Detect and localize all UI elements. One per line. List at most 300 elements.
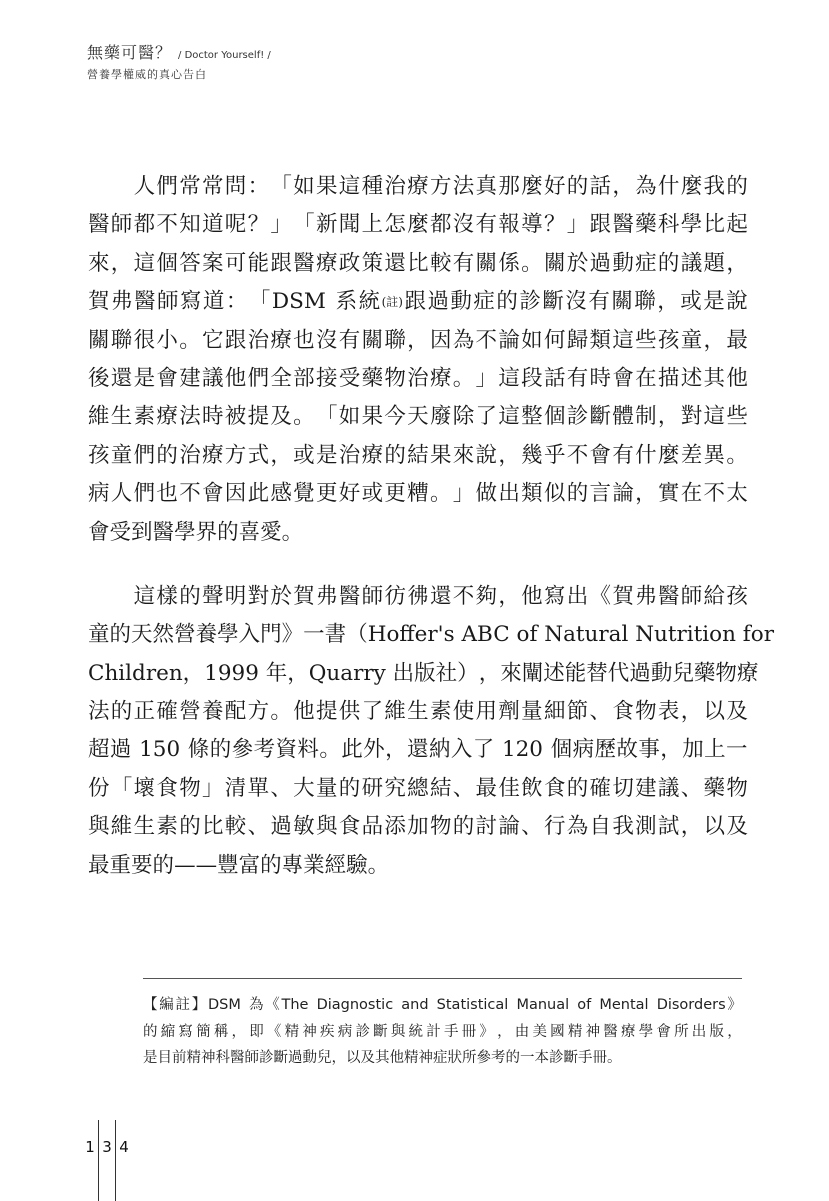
text-glyph: 即 [249, 1023, 264, 1040]
text-glyph: 在 [680, 481, 703, 507]
text-glyph: 對 [680, 404, 703, 430]
text-glyph: 120 [501, 737, 543, 763]
text-glyph [736, 616, 743, 654]
text-glyph: 不 [156, 212, 178, 238]
text-glyph: 的 [209, 737, 232, 763]
text-glyph: — [174, 852, 196, 878]
text-glyph: ， [331, 1050, 346, 1066]
text-glyph: 狀 [447, 1050, 462, 1066]
text-glyph: 素 [156, 814, 178, 840]
text-glyph [111, 578, 133, 616]
text-glyph: 劑 [498, 699, 520, 725]
text-glyph: 他 [521, 583, 543, 609]
text-glyph: 明 [224, 583, 247, 609]
text-glyph: 了 [475, 404, 498, 430]
text-glyph [510, 992, 515, 1019]
text-glyph: 最 [88, 852, 110, 878]
text-glyph: ， [498, 442, 520, 468]
text-glyph: 生 [110, 404, 133, 430]
text-glyph: 症 [635, 250, 657, 276]
text-glyph: 策 [361, 250, 384, 276]
text-glyph: 疾 [320, 1023, 335, 1040]
text-glyph: 「 [110, 775, 133, 801]
paragraph-1 [88, 168, 748, 552]
text-glyph: 》 [281, 622, 304, 648]
text-glyph: 會 [156, 365, 178, 391]
text-glyph: 物 [726, 775, 748, 801]
text-glyph: 起 [726, 212, 748, 238]
text-glyph: 細 [543, 699, 566, 725]
text-glyph [88, 578, 110, 616]
text-glyph: 供 [338, 699, 361, 725]
footnote-rule [143, 978, 742, 979]
text-glyph: 那 [498, 174, 520, 199]
text-glyph: ： [247, 174, 270, 199]
text-glyph: 」 [475, 365, 498, 391]
text-glyph: ， [660, 737, 682, 763]
text-glyph: 後 [88, 365, 110, 391]
text-glyph: 時 [201, 404, 224, 430]
text-glyph: and [401, 997, 429, 1013]
text-line [88, 770, 748, 808]
text-glyph: 冊 [461, 1023, 477, 1040]
text-glyph: 單 [247, 775, 270, 801]
text-glyph: 所 [674, 1023, 689, 1040]
text-glyph: 們 [247, 365, 270, 391]
text-glyph: Children [88, 660, 183, 686]
text-glyph: 一 [303, 622, 325, 648]
text-glyph: 這 [703, 404, 726, 430]
text-glyph: 答 [179, 250, 201, 276]
text-glyph [537, 616, 544, 654]
text-glyph: 研 [361, 775, 384, 801]
text-glyph: 、 [247, 814, 270, 840]
text-glyph: 及 [360, 1050, 375, 1066]
text-glyph: 個 [550, 737, 573, 763]
text-glyph: 受 [109, 519, 132, 545]
text-glyph: 代 [607, 660, 630, 686]
text-glyph: ， [726, 250, 748, 276]
text-glyph: 跟 [224, 327, 247, 353]
text-glyph: 由 [514, 1023, 530, 1040]
text-glyph: 驗 [346, 852, 368, 878]
text-glyph: 醫 [88, 212, 110, 238]
text-glyph: 法 [452, 174, 475, 199]
text-glyph: 學 [174, 519, 196, 545]
text-glyph: 了 [472, 737, 495, 763]
text-glyph: 知 [179, 212, 201, 238]
text-glyph: 受 [338, 365, 361, 391]
text-glyph: 跟 [404, 289, 426, 315]
text-glyph: 如 [521, 327, 543, 353]
text-glyph: 話 [589, 174, 612, 199]
text-glyph: 過 [270, 814, 292, 840]
text-glyph: 導 [521, 212, 543, 238]
text-glyph: 們 [133, 481, 156, 507]
text-glyph: 接 [315, 365, 338, 391]
text-glyph: 有 [612, 442, 634, 468]
text-glyph: 及 [726, 699, 748, 725]
text-glyph: 最 [726, 327, 748, 353]
text-glyph: 版 [414, 660, 436, 686]
text-glyph: 的 [566, 481, 589, 507]
text-glyph: 跟 [270, 250, 292, 276]
text-glyph: 藥 [361, 365, 384, 391]
text-glyph: 做 [475, 481, 498, 507]
text-glyph: 麼 [407, 212, 429, 238]
text-glyph: 故 [616, 737, 638, 763]
text-glyph: 寫 [543, 583, 566, 609]
text-glyph: 建 [635, 775, 657, 801]
text-glyph: 佳 [498, 775, 520, 801]
text-glyph: 的 [217, 519, 239, 545]
text-glyph: 總 [407, 775, 429, 801]
text-glyph: 較 [224, 814, 247, 840]
text-glyph: 的 [338, 775, 361, 801]
text-glyph: 如 [293, 174, 315, 199]
text-glyph: 病 [88, 481, 110, 507]
text-glyph: 入 [450, 737, 473, 763]
text-glyph: 150 [139, 737, 181, 763]
text-glyph: 維 [110, 814, 133, 840]
text-glyph: 寫 [179, 289, 202, 315]
text-glyph: 因 [224, 481, 247, 507]
text-glyph: 節 [566, 699, 589, 725]
text-glyph [310, 992, 315, 1019]
text-glyph: 統 [408, 1023, 424, 1040]
text-glyph: 然 [152, 622, 175, 648]
book-subtitle-en: / Doctor Yourself! / [178, 50, 271, 61]
text-glyph: 們 [133, 442, 156, 468]
text-glyph: 的 [260, 852, 282, 878]
text-glyph: 制 [635, 404, 657, 430]
text-glyph: Hoffer's [367, 622, 455, 648]
text-glyph: 夠 [475, 583, 498, 609]
text-glyph: 過 [288, 1050, 303, 1066]
text-glyph: 神 [585, 1023, 601, 1040]
paragraph-2 [88, 578, 774, 885]
text-glyph [327, 283, 334, 321]
text-glyph: 似 [543, 481, 566, 507]
text-glyph: ， [497, 1023, 512, 1040]
text-glyph: 的 [156, 442, 178, 468]
text-glyph: 敏 [293, 814, 315, 840]
text-glyph: 藥 [635, 212, 657, 238]
text-glyph: 不 [452, 583, 475, 609]
text-glyph: 及 [726, 814, 748, 840]
footnote-reference: (註) [381, 295, 403, 310]
text-glyph: 事 [638, 737, 660, 763]
text-glyph: 資 [275, 737, 297, 763]
text-glyph: 過 [589, 250, 612, 276]
text-glyph: 可 [224, 250, 247, 276]
text-glyph: 計 [426, 1023, 441, 1040]
text-glyph: 納 [428, 737, 451, 763]
text-glyph: 條 [187, 737, 210, 763]
text-glyph: ， [287, 660, 309, 686]
text-glyph: 他 [224, 365, 247, 391]
text-glyph: Quarry [308, 660, 386, 686]
text-glyph: 天 [131, 622, 153, 648]
text-glyph: 外 [363, 737, 385, 763]
text-glyph: 療 [361, 442, 384, 468]
text-glyph: 述 [680, 365, 703, 391]
text-glyph: 行 [543, 814, 566, 840]
text-glyph: 關 [475, 250, 498, 276]
text-glyph: 麼 [657, 442, 680, 468]
text-glyph: 正 [133, 699, 156, 725]
text-glyph: 編 [159, 997, 174, 1013]
text-glyph: 《 [589, 583, 612, 609]
text-glyph: 、 [589, 699, 612, 725]
text-glyph: ， [727, 1023, 742, 1040]
text-glyph: 自 [589, 814, 612, 840]
text-glyph: 孩 [657, 327, 680, 353]
text-glyph: 療 [620, 1023, 636, 1040]
text-glyph: 註 [175, 997, 190, 1013]
text-glyph: 生 [407, 699, 429, 725]
text-glyph: 聲 [201, 583, 224, 609]
text-glyph: 此 [341, 737, 363, 763]
text-glyph [181, 731, 188, 769]
text-glyph: 參 [231, 737, 254, 763]
text-glyph: 」 [201, 775, 224, 801]
text-glyph: 維 [384, 699, 406, 725]
text-glyph: 。 [726, 442, 748, 468]
text-glyph: 」 [566, 212, 589, 238]
text-line [88, 398, 748, 436]
text-glyph: 以 [703, 814, 726, 840]
text-glyph: 除 [452, 404, 475, 430]
text-glyph: 斷 [589, 404, 612, 430]
text-glyph: 關 [88, 327, 110, 353]
text-glyph: 病 [337, 1023, 353, 1040]
text-glyph: 。 [179, 327, 201, 353]
text-glyph: 出 [498, 481, 520, 507]
text-glyph: ， [703, 327, 726, 353]
text-glyph: 比 [201, 814, 224, 840]
text-glyph [395, 992, 400, 1019]
text-glyph: 美 [532, 1023, 547, 1040]
text-glyph: 精 [186, 1050, 201, 1066]
text-glyph: ， [407, 327, 429, 353]
text-glyph: （ [346, 622, 368, 648]
text-glyph: 方 [247, 699, 270, 725]
text-glyph: 更 [384, 481, 406, 507]
text-glyph: 整 [521, 404, 543, 430]
text-glyph: 出 [566, 583, 589, 609]
text-glyph: ， [680, 699, 703, 725]
text-glyph: 議 [680, 250, 703, 276]
text-glyph: 。 [429, 481, 452, 507]
text-glyph: 一 [726, 737, 748, 763]
text-glyph: 政 [338, 250, 361, 276]
text-glyph: 病 [572, 737, 595, 763]
text-line [88, 245, 748, 283]
text-glyph: 斷 [373, 1023, 388, 1040]
text-glyph [243, 992, 248, 1019]
text-glyph: 的 [179, 583, 201, 609]
text-glyph: 。 [607, 1050, 622, 1066]
text-glyph: 沒 [315, 327, 338, 353]
text-glyph: 科 [657, 212, 680, 238]
text-glyph: 冊 [592, 1050, 607, 1066]
text-glyph: 我 [612, 814, 634, 840]
text-glyph: 療 [736, 660, 759, 686]
text-glyph: 報 [498, 212, 520, 238]
text-glyph: 壞 [133, 775, 156, 801]
text-glyph: 診 [259, 1050, 274, 1066]
text-line [88, 847, 748, 885]
text-glyph: 糟 [407, 481, 429, 507]
text-glyph: 全 [270, 365, 292, 391]
text-glyph: 醫 [152, 519, 175, 545]
text-glyph: 飲 [521, 775, 543, 801]
text-glyph: 。 [270, 699, 292, 725]
text-glyph: 真 [475, 174, 498, 199]
text-glyph: 幾 [521, 442, 543, 468]
text-glyph: 他 [293, 699, 315, 725]
text-glyph: 營 [174, 622, 196, 648]
text-glyph: 實 [657, 481, 680, 507]
text-glyph: 到 [131, 519, 153, 545]
text-glyph [495, 731, 502, 769]
text-glyph: 怎 [384, 212, 406, 238]
text-glyph: 的 [566, 775, 589, 801]
text-glyph: 不 [475, 327, 498, 353]
text-glyph: 。 [281, 519, 304, 545]
text-glyph: 究 [384, 775, 406, 801]
text-glyph: 的 [505, 1050, 520, 1066]
text-glyph: 常 [179, 174, 201, 199]
text-glyph: 加 [682, 737, 704, 763]
text-glyph: 物 [715, 660, 737, 686]
text-glyph: 《 [265, 997, 280, 1013]
text-glyph [543, 731, 550, 769]
text-glyph: 藥 [693, 660, 716, 686]
text-glyph: 人 [133, 174, 156, 199]
text-glyph: 賀 [88, 289, 110, 315]
text-glyph: 部 [293, 365, 315, 391]
text-glyph: 「 [315, 404, 338, 430]
text-glyph: 科 [215, 1050, 230, 1066]
text-glyph: 學 [638, 1023, 654, 1040]
text-glyph: 此 [247, 481, 270, 507]
text-glyph: 寫 [178, 1023, 193, 1040]
text-glyph: 種 [361, 174, 384, 199]
paragraph-spacer [88, 552, 748, 578]
text-glyph: of [516, 622, 538, 648]
text-glyph: 比 [703, 212, 726, 238]
text-glyph: 體 [612, 404, 634, 430]
text-glyph: 過 [109, 737, 132, 763]
text-glyph: 的 [657, 250, 680, 276]
text-glyph: 童 [680, 327, 703, 353]
text-glyph [430, 992, 435, 1019]
text-glyph [111, 168, 133, 206]
text-glyph: 物 [635, 699, 657, 725]
text-glyph: 兒 [672, 660, 694, 686]
text-glyph: 醫 [612, 212, 634, 238]
text-glyph: 治 [179, 442, 201, 468]
text-glyph: 藥 [703, 775, 726, 801]
text-glyph: ： [225, 289, 248, 315]
text-glyph: 聯 [634, 289, 656, 315]
text-glyph: 療 [429, 365, 452, 391]
text-glyph: 個 [543, 404, 566, 430]
text-glyph: 維 [88, 404, 110, 430]
text-glyph: 於 [270, 583, 292, 609]
text-glyph: 些 [635, 327, 657, 353]
text-glyph: 論 [612, 481, 634, 507]
text-glyph: 論 [498, 327, 520, 353]
text-line [88, 616, 774, 654]
text-glyph: 賀 [612, 583, 634, 609]
body-text [88, 168, 774, 885]
text-glyph: 弗 [635, 583, 657, 609]
text-glyph: 料 [297, 737, 319, 763]
text-glyph: 廢 [429, 404, 452, 430]
text-glyph: 差 [680, 442, 703, 468]
text-glyph: 愛 [260, 519, 282, 545]
text-glyph: 其 [375, 1050, 390, 1066]
text-glyph: 神 [418, 1050, 433, 1066]
text-glyph: Mental [599, 997, 649, 1013]
text-line [143, 1045, 742, 1072]
text-glyph: 食 [612, 699, 634, 725]
text-glyph: for [742, 622, 774, 648]
text-glyph: 闡 [521, 660, 544, 686]
text-glyph: 感 [270, 481, 292, 507]
text-glyph: 樣 [156, 583, 178, 609]
text-glyph: 了 [361, 699, 384, 725]
text-glyph: 食 [543, 775, 566, 801]
text-glyph: 還 [384, 250, 406, 276]
text-glyph: 能 [564, 660, 587, 686]
text-glyph: 乎 [543, 442, 566, 468]
text-glyph: 異 [703, 442, 726, 468]
text-glyph: 關 [361, 327, 384, 353]
text-glyph: 系 [335, 289, 358, 315]
text-glyph: — [195, 852, 218, 878]
text-glyph: 素 [429, 699, 452, 725]
text-glyph: Manual [516, 997, 570, 1013]
text-glyph: 些 [726, 404, 748, 430]
text-glyph: 式 [247, 442, 270, 468]
text-glyph [628, 616, 635, 654]
text-glyph: 目 [157, 1050, 172, 1066]
text-glyph: 關 [543, 250, 566, 276]
text-glyph: 醫 [230, 1050, 245, 1066]
text-glyph: 添 [384, 814, 406, 840]
text-glyph: 為 [249, 997, 264, 1013]
text-glyph: 治 [338, 442, 361, 468]
text-glyph: 我 [703, 174, 726, 199]
text-glyph: Disorders [656, 997, 726, 1013]
text-glyph: 道 [202, 289, 225, 315]
text-glyph: 弗 [110, 289, 133, 315]
text-glyph: ， [680, 814, 703, 840]
text-glyph: 童 [88, 622, 110, 648]
text-glyph: 係 [498, 250, 520, 276]
text-glyph: 療 [315, 250, 338, 276]
text-glyph: 師 [680, 583, 703, 609]
page-number-digit: 1 [85, 1138, 95, 1156]
text-glyph: 問 [224, 174, 247, 199]
text-glyph: 為 [452, 327, 475, 353]
text-glyph: 今 [384, 404, 406, 430]
text-glyph: 議 [201, 365, 224, 391]
